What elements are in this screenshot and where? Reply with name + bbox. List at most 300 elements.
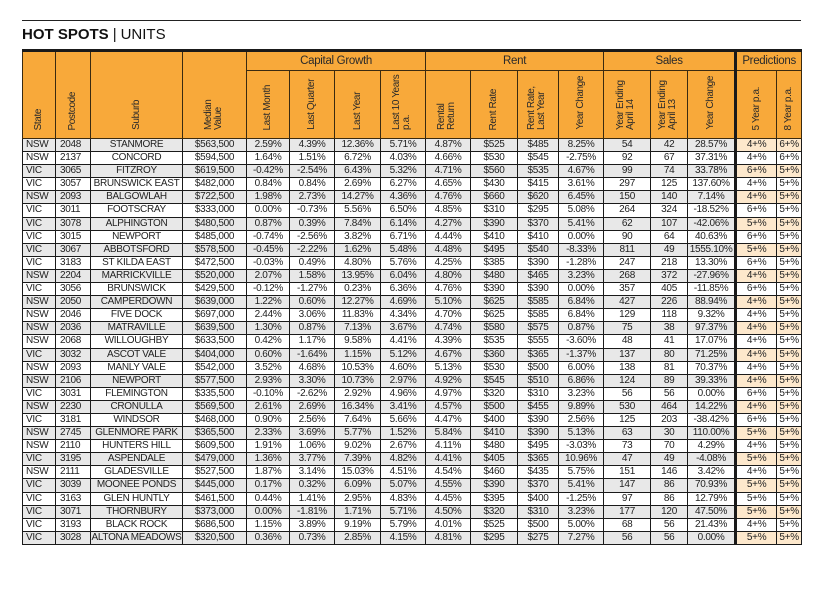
cell-pred-8-year: 5+% [777, 165, 802, 178]
cell-cg-last-10-years: 6.71% [381, 230, 426, 243]
col-last-year[interactable]: Last Year [335, 71, 381, 139]
cell-sales-year-change: 88.94% [688, 296, 736, 309]
cell-pred-8-year: 5+% [777, 400, 802, 413]
cell-pred-8-year: 5+% [777, 230, 802, 243]
col-sales-april-14[interactable]: Year Ending April 14 [604, 71, 651, 139]
cell-state: VIC [23, 492, 56, 505]
cell-rent-rate: $530 [471, 152, 518, 165]
table-row [23, 387, 802, 400]
cell-sales-year-change: -4.08% [688, 453, 736, 466]
cell-sales-april-13: 226 [651, 296, 688, 309]
cell-cg-last-10-years: 4.15% [381, 531, 426, 544]
col-postcode[interactable]: Postcode [56, 51, 91, 139]
col-rent-year-change[interactable]: Year Change [559, 71, 604, 139]
cell-rent-rate: $390 [471, 217, 518, 230]
cell-suburb: CRONULLA [91, 400, 183, 413]
cell-cg-last-month: 1.87% [247, 466, 290, 479]
cell-cg-last-year: 2.85% [335, 531, 381, 544]
table-row [23, 466, 802, 479]
table-row [23, 191, 802, 204]
cell-pred-8-year: 5+% [777, 440, 802, 453]
cell-sales-year-change: 21.43% [688, 518, 736, 531]
cell-cg-last-month: 1.22% [247, 296, 290, 309]
cell-sales-april-14: 264 [604, 204, 651, 217]
cell-rental-return: 4.67% [426, 348, 471, 361]
cell-median-value: $569,500 [183, 400, 247, 413]
cell-state: VIC [23, 518, 56, 531]
cell-cg-last-year: 14.27% [335, 191, 381, 204]
cell-cg-last-year: 12.27% [335, 296, 381, 309]
cell-rent-rate-last-year: $585 [518, 296, 559, 309]
cell-cg-last-year: 13.95% [335, 269, 381, 282]
cell-postcode: 3032 [56, 348, 91, 361]
col-state[interactable]: State [23, 51, 56, 139]
cell-rental-return: 4.76% [426, 283, 471, 296]
cell-rent-rate-last-year: $410 [518, 230, 559, 243]
cell-sales-april-13: 41 [651, 335, 688, 348]
cell-postcode: 3071 [56, 505, 91, 518]
cell-sales-april-13: 86 [651, 492, 688, 505]
cell-suburb: FITZROY [91, 165, 183, 178]
cell-cg-last-quarter: -2.56% [290, 230, 335, 243]
cell-cg-last-10-years: 5.71% [381, 505, 426, 518]
cell-pred-5-year: 5+% [736, 217, 777, 230]
table-row [23, 322, 802, 335]
cell-pred-8-year: 5+% [777, 191, 802, 204]
cell-sales-year-change: 0.00% [688, 531, 736, 544]
cell-rent-rate: $500 [471, 400, 518, 413]
cell-median-value: $578,500 [183, 243, 247, 256]
cell-cg-last-year: 7.84% [335, 217, 381, 230]
cell-sales-april-13: 42 [651, 139, 688, 152]
cell-cg-last-quarter: 4.68% [290, 361, 335, 374]
cell-suburb: STANMORE [91, 139, 183, 152]
cell-pred-5-year: 6+% [736, 230, 777, 243]
cell-cg-last-year: 1.71% [335, 505, 381, 518]
cell-cg-last-month: 0.36% [247, 531, 290, 544]
cell-median-value: $480,500 [183, 217, 247, 230]
col-rent-rate-last-year[interactable]: Rent Rate, Last Year [518, 71, 559, 139]
cell-cg-last-10-years: 3.67% [381, 322, 426, 335]
cell-cg-last-year: 15.03% [335, 466, 381, 479]
cell-median-value: $619,500 [183, 165, 247, 178]
cell-postcode: 2093 [56, 191, 91, 204]
cell-sales-april-13: 81 [651, 361, 688, 374]
cell-pred-5-year: 4+% [736, 178, 777, 191]
cell-rent-rate-last-year: $390 [518, 283, 559, 296]
cell-pred-8-year: 5+% [777, 348, 802, 361]
cell-sales-april-14: 48 [604, 335, 651, 348]
cell-cg-last-month: 0.00% [247, 204, 290, 217]
cell-median-value: $365,500 [183, 427, 247, 440]
cell-sales-year-change: 33.78% [688, 165, 736, 178]
cell-median-value: $429,500 [183, 283, 247, 296]
cell-suburb: BRUNSWICK [91, 283, 183, 296]
cell-rent-rate: $405 [471, 453, 518, 466]
table-row [23, 479, 802, 492]
cell-cg-last-year: 5.77% [335, 427, 381, 440]
cell-suburb: GLADESVILLE [91, 466, 183, 479]
cell-suburb: MANLY VALE [91, 361, 183, 374]
cell-sales-year-change: 9.32% [688, 309, 736, 322]
cell-rent-rate-last-year: $310 [518, 505, 559, 518]
cell-pred-5-year: 4+% [736, 400, 777, 413]
cell-pred-5-year: 5+% [736, 492, 777, 505]
cell-postcode: 3193 [56, 518, 91, 531]
table-row [23, 309, 802, 322]
cell-cg-last-quarter: 4.39% [290, 139, 335, 152]
cell-sales-april-13: 74 [651, 165, 688, 178]
cell-postcode: 2036 [56, 322, 91, 335]
cell-postcode: 3067 [56, 243, 91, 256]
cell-rent-rate-last-year: $415 [518, 178, 559, 191]
cell-rent-year-change: 3.23% [559, 269, 604, 282]
cell-pred-5-year: 4+% [736, 296, 777, 309]
cell-cg-last-quarter: 3.06% [290, 309, 335, 322]
table-row [23, 230, 802, 243]
cell-rent-rate: $390 [471, 479, 518, 492]
cell-rent-rate: $320 [471, 387, 518, 400]
cell-cg-last-year: 1.15% [335, 348, 381, 361]
cell-rent-rate-last-year: $365 [518, 453, 559, 466]
cell-rent-rate-last-year: $455 [518, 400, 559, 413]
cell-cg-last-month: 0.42% [247, 335, 290, 348]
cell-postcode: 2745 [56, 427, 91, 440]
cell-median-value: $333,000 [183, 204, 247, 217]
cell-cg-last-quarter: 2.56% [290, 413, 335, 426]
cell-state: VIC [23, 531, 56, 544]
cell-cg-last-quarter: 1.51% [290, 152, 335, 165]
cell-cg-last-quarter: 1.41% [290, 492, 335, 505]
cell-rent-year-change: 3.23% [559, 387, 604, 400]
cell-rental-return: 5.84% [426, 427, 471, 440]
cell-sales-april-13: 140 [651, 191, 688, 204]
table-row [23, 217, 802, 230]
cell-postcode: 2050 [56, 296, 91, 309]
cell-pred-5-year: 6+% [736, 283, 777, 296]
cell-suburb: CONCORD [91, 152, 183, 165]
cell-rental-return: 4.44% [426, 230, 471, 243]
cell-rent-rate-last-year: $500 [518, 361, 559, 374]
cell-cg-last-10-years: 5.32% [381, 165, 426, 178]
cell-cg-last-quarter: -1.27% [290, 283, 335, 296]
cell-sales-year-change: -11.85% [688, 283, 736, 296]
cell-postcode: 2230 [56, 400, 91, 413]
col-sales-year-change[interactable]: Year Change [688, 71, 736, 139]
cell-cg-last-year: 5.56% [335, 204, 381, 217]
cell-rent-year-change: 3.61% [559, 178, 604, 191]
cell-pred-8-year: 5+% [777, 387, 802, 400]
cell-state: NSW [23, 427, 56, 440]
cell-rental-return: 4.57% [426, 400, 471, 413]
cell-suburb: ST KILDA EAST [91, 256, 183, 269]
cell-rent-year-change: -8.33% [559, 243, 604, 256]
cell-postcode: 3065 [56, 165, 91, 178]
cell-suburb: WILLOUGHBY [91, 335, 183, 348]
cell-pred-5-year: 5+% [736, 479, 777, 492]
cell-rent-rate: $430 [471, 178, 518, 191]
cell-rent-rate: $480 [471, 269, 518, 282]
col-rental-return[interactable]: Rental Return [426, 71, 471, 139]
cell-cg-last-month: 1.91% [247, 440, 290, 453]
cell-cg-last-10-years: 5.79% [381, 518, 426, 531]
col-median-value[interactable]: Median Value [183, 51, 247, 139]
cell-median-value: $468,000 [183, 413, 247, 426]
cell-cg-last-quarter: 2.69% [290, 400, 335, 413]
cell-sales-april-13: 30 [651, 427, 688, 440]
cell-pred-5-year: 4+% [736, 269, 777, 282]
table-row [23, 400, 802, 413]
cell-sales-april-13: 218 [651, 256, 688, 269]
cell-cg-last-year: 2.92% [335, 387, 381, 400]
cell-cg-last-quarter: 0.32% [290, 479, 335, 492]
cell-sales-year-change: 7.14% [688, 191, 736, 204]
cell-cg-last-quarter: 0.49% [290, 256, 335, 269]
cell-rent-year-change: 2.56% [559, 413, 604, 426]
cell-rent-rate: $400 [471, 413, 518, 426]
cell-rent-rate-last-year: $485 [518, 139, 559, 152]
cell-sales-april-14: 63 [604, 427, 651, 440]
cell-cg-last-10-years: 6.04% [381, 269, 426, 282]
cell-median-value: $445,000 [183, 479, 247, 492]
cell-pred-8-year: 5+% [777, 453, 802, 466]
cell-suburb: FLEMINGTON [91, 387, 183, 400]
cell-rental-return: 4.50% [426, 505, 471, 518]
cell-cg-last-quarter: 3.69% [290, 427, 335, 440]
col-last-quarter[interactable]: Last Quarter [290, 71, 335, 139]
cell-cg-last-month: -0.74% [247, 230, 290, 243]
cell-cg-last-10-years: 6.50% [381, 204, 426, 217]
cell-sales-year-change: -27.96% [688, 269, 736, 282]
cell-cg-last-month: 0.84% [247, 178, 290, 191]
cell-cg-last-10-years: 2.67% [381, 440, 426, 453]
cell-sales-year-change: 70.93% [688, 479, 736, 492]
cell-rent-rate: $530 [471, 361, 518, 374]
cell-cg-last-month: 0.00% [247, 505, 290, 518]
cell-cg-last-10-years: 5.07% [381, 479, 426, 492]
cell-median-value: $697,000 [183, 309, 247, 322]
cell-sales-april-14: 56 [604, 387, 651, 400]
col-pred-5-year[interactable]: 5 Year p.a. [736, 71, 777, 139]
cell-cg-last-10-years: 5.48% [381, 243, 426, 256]
cell-state: NSW [23, 440, 56, 453]
cell-sales-april-13: 125 [651, 178, 688, 191]
cell-sales-april-13: 86 [651, 479, 688, 492]
cell-pred-8-year: 5+% [777, 283, 802, 296]
cell-pred-8-year: 5+% [777, 413, 802, 426]
cell-rental-return: 4.74% [426, 322, 471, 335]
col-pred-8-year[interactable]: 8 Year p.a. [777, 71, 802, 139]
cell-rent-rate: $320 [471, 505, 518, 518]
table-row [23, 204, 802, 217]
col-last-month[interactable]: Last Month [247, 71, 290, 139]
cell-pred-8-year: 5+% [777, 531, 802, 544]
cell-rent-rate: $660 [471, 191, 518, 204]
cell-suburb: BRUNSWICK EAST [91, 178, 183, 191]
cell-cg-last-year: 7.64% [335, 413, 381, 426]
cell-median-value: $577,500 [183, 374, 247, 387]
cell-sales-april-13: 38 [651, 322, 688, 335]
cell-rent-rate-last-year: $370 [518, 217, 559, 230]
cell-pred-8-year: 6+% [777, 152, 802, 165]
cell-cg-last-10-years: 4.82% [381, 453, 426, 466]
cell-sales-year-change: 4.29% [688, 440, 736, 453]
cell-cg-last-quarter: -2.22% [290, 243, 335, 256]
cell-pred-8-year: 5+% [777, 256, 802, 269]
cell-cg-last-month: 2.61% [247, 400, 290, 413]
cell-rent-year-change: 6.86% [559, 374, 604, 387]
cell-state: NSW [23, 322, 56, 335]
cell-rent-rate-last-year: $275 [518, 531, 559, 544]
cell-postcode: 2111 [56, 466, 91, 479]
cell-suburb: MOONEE PONDS [91, 479, 183, 492]
cell-cg-last-10-years: 5.12% [381, 348, 426, 361]
table-row [23, 178, 802, 191]
top-rule [22, 20, 801, 21]
cell-rent-year-change: 7.27% [559, 531, 604, 544]
cell-rent-rate-last-year: $575 [518, 322, 559, 335]
cell-postcode: 2110 [56, 440, 91, 453]
cell-suburb: ALTONA MEADOWS [91, 531, 182, 543]
cell-rental-return: 4.85% [426, 204, 471, 217]
cell-pred-5-year: 6+% [736, 256, 777, 269]
cell-median-value: $633,500 [183, 335, 247, 348]
cell-median-value: $320,500 [183, 531, 247, 544]
cell-state: NSW [23, 309, 56, 322]
cell-cg-last-quarter: 0.60% [290, 296, 335, 309]
cell-cg-last-10-years: 5.71% [381, 139, 426, 152]
cell-cg-last-10-years: 4.41% [381, 335, 426, 348]
title-bold: HOT SPOTS [22, 26, 109, 43]
cell-cg-last-year: 4.80% [335, 256, 381, 269]
cell-sales-april-14: 92 [604, 152, 651, 165]
cell-rent-rate-last-year: $365 [518, 348, 559, 361]
title-rest: UNITS [120, 26, 166, 43]
cell-rent-year-change: 5.75% [559, 466, 604, 479]
cell-pred-8-year: 5+% [777, 269, 802, 282]
cell-suburb: BALGOWLAH [91, 191, 183, 204]
col-sales-april-13[interactable]: Year Ending April 13 [651, 71, 688, 139]
cell-median-value: $482,000 [183, 178, 247, 191]
col-rent-rate[interactable]: Rent Rate [471, 71, 518, 139]
cell-cg-last-quarter: -1.64% [290, 348, 335, 361]
cell-cg-last-quarter: 0.84% [290, 178, 335, 191]
cell-pred-5-year: 6+% [736, 413, 777, 426]
cell-sales-april-13: 464 [651, 400, 688, 413]
cell-pred-5-year: 4+% [736, 139, 777, 152]
cell-pred-8-year: 5+% [777, 309, 802, 322]
cell-cg-last-10-years: 3.41% [381, 400, 426, 413]
cell-median-value: $520,000 [183, 269, 247, 282]
cell-cg-last-year: 6.43% [335, 165, 381, 178]
cell-sales-april-13: 49 [651, 243, 688, 256]
cell-rent-year-change: -1.28% [559, 256, 604, 269]
cell-state: VIC [23, 283, 56, 296]
table-row [23, 427, 802, 440]
cell-suburb: GLEN HUNTLY [91, 492, 183, 505]
title-separator: | [112, 26, 117, 43]
cell-cg-last-month: 2.93% [247, 374, 290, 387]
cell-state: NSW [23, 400, 56, 413]
cell-cg-last-month: 1.98% [247, 191, 290, 204]
cell-cg-last-year: 7.13% [335, 322, 381, 335]
table-row [23, 296, 802, 309]
cell-postcode: 2137 [56, 152, 91, 165]
cell-pred-8-year: 5+% [777, 505, 802, 518]
cell-suburb: ABBOTSFORD [91, 243, 183, 256]
cell-rent-year-change: 3.23% [559, 505, 604, 518]
table-row [23, 283, 802, 296]
cell-postcode: 3183 [56, 256, 91, 269]
cell-median-value: $686,500 [183, 518, 247, 531]
cell-postcode: 3181 [56, 413, 91, 426]
table-row [23, 453, 802, 466]
cell-pred-5-year: 6+% [736, 204, 777, 217]
cell-cg-last-year: 9.19% [335, 518, 381, 531]
cell-cg-last-10-years: 4.60% [381, 361, 426, 374]
table-row [23, 505, 802, 518]
col-last-10-years[interactable]: Last 10 Years p.a. [381, 71, 426, 139]
cell-sales-year-change: 97.37% [688, 322, 736, 335]
cell-sales-year-change: -38.42% [688, 413, 736, 426]
cell-sales-year-change: 28.57% [688, 139, 736, 152]
cell-cg-last-month: 0.17% [247, 479, 290, 492]
cell-rent-rate: $395 [471, 492, 518, 505]
cell-state: NSW [23, 361, 56, 374]
cell-state: VIC [23, 453, 56, 466]
cell-cg-last-month: -0.42% [247, 165, 290, 178]
cell-pred-5-year: 4+% [736, 361, 777, 374]
cell-pred-8-year: 5+% [777, 178, 802, 191]
cell-sales-april-13: 405 [651, 283, 688, 296]
cell-cg-last-quarter: 1.58% [290, 269, 335, 282]
cell-suburb: CAMPERDOWN [91, 296, 183, 309]
cell-postcode: 2046 [56, 309, 91, 322]
cell-cg-last-month: 2.07% [247, 269, 290, 282]
cell-cg-last-year: 9.02% [335, 440, 381, 453]
cell-sales-year-change: 0.00% [688, 387, 736, 400]
cell-sales-april-14: 56 [604, 531, 651, 544]
cell-pred-5-year: 4+% [736, 348, 777, 361]
col-suburb[interactable]: Suburb [91, 51, 183, 139]
cell-sales-year-change: 137.60% [688, 178, 736, 191]
cell-rent-rate-last-year: $555 [518, 335, 559, 348]
cell-median-value: $563,500 [183, 139, 247, 152]
cell-sales-april-13: 146 [651, 466, 688, 479]
cell-rental-return: 4.27% [426, 217, 471, 230]
cell-pred-5-year: 4+% [736, 374, 777, 387]
cell-pred-8-year: 5+% [777, 217, 802, 230]
cell-suburb: ASPENDALE [91, 453, 183, 466]
cell-state: VIC [23, 217, 56, 230]
cell-rent-rate-last-year: $465 [518, 269, 559, 282]
cell-cg-last-quarter: 0.87% [290, 322, 335, 335]
cell-rent-rate-last-year: $400 [518, 492, 559, 505]
cell-sales-april-14: 54 [604, 139, 651, 152]
cell-sales-april-13: 107 [651, 217, 688, 230]
cell-pred-5-year: 5+% [736, 243, 777, 256]
cell-cg-last-year: 10.73% [335, 374, 381, 387]
cell-cg-last-quarter: 3.89% [290, 518, 335, 531]
cell-sales-april-13: 56 [651, 531, 688, 544]
cell-rental-return: 4.71% [426, 165, 471, 178]
cell-cg-last-quarter: 3.77% [290, 453, 335, 466]
cell-suburb: GLENMORE PARK [91, 427, 183, 440]
cell-state: VIC [23, 230, 56, 243]
cell-rent-rate: $525 [471, 139, 518, 152]
cell-sales-year-change: 12.79% [688, 492, 736, 505]
cell-rent-year-change: 9.89% [559, 400, 604, 413]
